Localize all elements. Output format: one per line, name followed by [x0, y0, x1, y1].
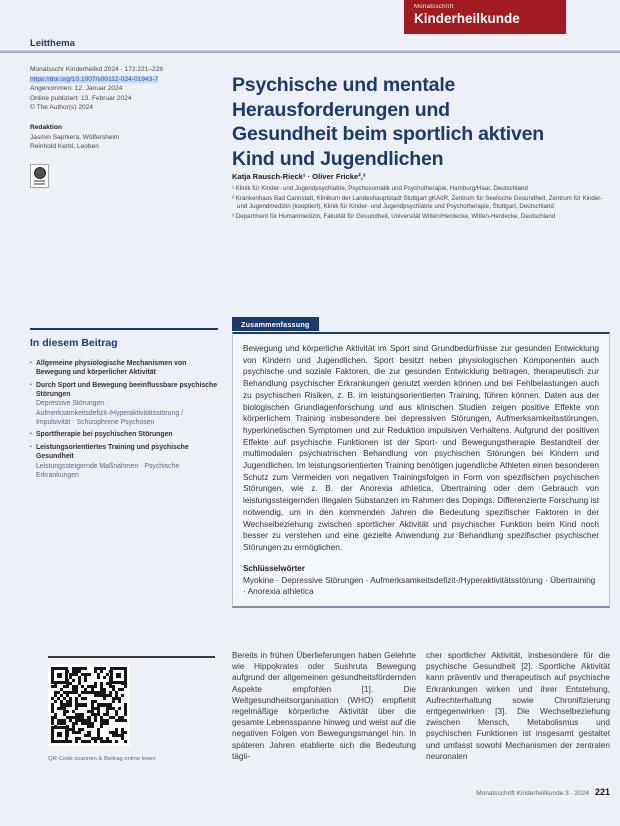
redaktion-heading: Redaktion	[30, 123, 62, 131]
abstract-section	[232, 314, 610, 608]
bullet-icon: ▪	[30, 360, 32, 366]
journal-banner-subtitle: Monatsschrift	[414, 4, 454, 10]
toc-item-sub: Leistungssteigernde Maßnahmen · Psychische Erkrankungen	[35, 462, 180, 479]
qr-code[interactable]	[48, 664, 130, 746]
redaktion-editor: Jasmin Saphiera, Wölfersheim	[30, 133, 120, 141]
toc-item[interactable]	[30, 359, 218, 377]
redaktion-editor: Reinhold Kerbl, Leoben	[30, 143, 99, 151]
toc-heading: In diesem Beitrag	[30, 337, 118, 349]
bullet-icon: ▪	[30, 444, 32, 451]
toc-item-label: Sporttherapie bei psychischen Störungen	[35, 431, 173, 439]
in-this-article-box	[30, 328, 218, 483]
redaktion-block	[30, 123, 218, 152]
toc-item[interactable]	[30, 430, 218, 439]
journal-banner	[404, 0, 566, 34]
toc-item[interactable]	[30, 443, 218, 480]
footer-page-number: 221	[594, 787, 610, 797]
affiliation: ¹ Klinik für Kinder- und Jugendpsychiatrie, Psychosomatik und Psychotherapie, Hamburg/Haar, Deutschland	[232, 185, 528, 192]
published-date: Online publiziert: 13. Februar 2024	[30, 94, 132, 102]
accepted-date: Angenommen: 12. Januar 2024	[30, 85, 123, 93]
abstract-text: Bewegung und körperliche Aktivität im Sport sind Grundbedürfnisse zur gesunden Entwicklung von Kindern und Jugendlichen. Sport besitzt neben physiologischen Komponenten auch psychische und soziale Faktoren, die zur gesunden Entwicklung beitragen, therapeutisch zur Behandlung psychischer Erkrankungen genutzt werden können und bei Fehlbelastungen auch zu psychischen Risiken, z. B. im leistungsorientierten Training, führen können. Daten aus der biologischen Grundlagenforschung und aus klinischen Studien zeigen positive Effekte von körperlichem Training insbesondere bei depressiven Störungen, Aufmerksamkeitsstörungen, hyperkinetischen Symptomen und zur Reduktion impulsiven Verhaltens. Aufgrund der positiven Effekte auf psychische Funktionen ist der Sport- und Bewegungstherapie Bestandteil der multimodalen psychiatrischen Behandlung von psychischen Störungen bei Kindern und Jugendlichen. Im leistungsorientierten Training benötigen jugendliche Athleten einen besonderen Schutz zum Vermeiden von negativen Trainingsfolgen in Form von spezifischen psychischen Störungen, wie z. B. der Anorexia athletica, Übertraining oder dem Gebrauch von leistungssteigernden illegalen Substanzen im Rahmen des Dopings. Differenzierte Forschung ist notwendig, um in den kommenden Jahren die Bedeutung spezifischer Faktoren in der Wechselbeziehung zwischen sportlicher Aktivität und psychischer Funktion beim Kind noch besser zu verstehen und eine gezielte Anwendung zur Behandlung spezifischer psychischer Störungen zu ermöglichen.	[243, 343, 599, 552]
crossmark-circle	[34, 167, 46, 179]
affiliation: ³ Department für Humanmedizin, Fakultät für Gesundheit, Universität Witten/Herdecke, Witten-Herdecke, Deutschland	[232, 213, 556, 221]
body-text-column-2: cher sportlicher Aktivität, insbesondere für die psychische Gesundheit [2]. Sportliche Aktivität kann präventiv und therapeutisch auf psychische Erkrankungen wirken und ihrer Entstehung, Aufrechterhaltung sowie Chronifizierung entgegenwirken [3]. Die Wechselbeziehung zwischen Mensch, Metabolismus und psychischen Funktionen ist insgesamt gestaltet und umfasst sowohl Mechanismen der zentralen neuronalen	[426, 650, 610, 761]
abstract-tab: Zusammenfassung	[232, 317, 319, 331]
toc-item-sub: Depressive Störungen · Aufmerksamkeitsdefizit-/Hyperaktivitätsstörung / Impulsivität · Schizophrene Psychosen	[35, 400, 184, 426]
journal-banner-title: Kinderheilkunde	[414, 11, 520, 26]
body-text-column-1: Bereits in frühen Überlieferungen haben Gelehrte wie Hippokrates oder Sushruta Bewegung aufgrund der allgemeinen gesundheitsfördernden Aspekte empfohlen [1]. Die Weltgesundheitsorganisation (WHO) empfiehlt regelmäßige körperliche Aktivität über die gesamte Lebensspanne hinweg und weist auf die negativen Folgen von Bewegungsmangel hin. In späteren Jahren etablierte sich die Bedeutung tägli-	[232, 650, 416, 761]
toc-item-label: Leistungsorientiertes Training und psychische Gesundheit	[35, 444, 189, 461]
qr-block	[48, 656, 215, 762]
toc-item-label: Durch Sport und Bewegung beeinflussbare psychische Störungen	[35, 381, 218, 399]
qr-finder-icon	[51, 726, 68, 743]
citation-block	[30, 65, 218, 188]
affiliation: ² Krankenhaus Bad Cannstatt, Klinikum der Landeshauptstadt Stuttgart gKAöR, Zentrum für Seelische Gesundheit, Zentrum für Kinder- und Jugendmedizin (kooptiert), Klinik für Kinder- und Jugendpsychiatrie und Psychotherapie, Stuttgart, Deutschland	[232, 194, 603, 211]
crossmark-lines	[33, 180, 46, 188]
toc-item[interactable]	[30, 381, 218, 427]
keywords-text: Myokine · Depressive Störungen · Aufmerksamkeitsdefizit-/Hyperaktivitätsstörung · Übertraining · Anorexia athletica	[243, 574, 596, 596]
abstract-box	[232, 332, 610, 608]
bullet-icon: ▪	[30, 381, 32, 388]
qr-caption: QR-Code scannen & Beitrag online lesen	[48, 756, 156, 762]
affiliations	[232, 185, 610, 223]
section-label: Leitthema	[30, 38, 75, 49]
article-title: Psychische und mentale Herausforderungen und Gesundheit beim sportlich aktiven Kind und Jugendlichen	[232, 74, 544, 170]
doi-link[interactable]: https://doi.org/10.1007/s00112-024-01943-7	[30, 75, 159, 83]
footer-journal: Monatsschrift Kinderheilkunde 3 · 2024	[476, 790, 589, 797]
copyright-line: © The Author(s) 2024	[30, 104, 94, 112]
toc-item-label: Allgemeine physiologische Mechanismen von Bewegung und körperlicher Aktivität	[35, 360, 187, 377]
bullet-icon: ▪	[30, 431, 32, 438]
crossmark-icon[interactable]	[30, 164, 49, 188]
keywords-label: Schlüsselwörter	[243, 563, 305, 573]
header-rule	[0, 50, 620, 53]
keywords-block	[243, 564, 599, 597]
page-footer	[476, 782, 610, 800]
author-line: Katja Rausch-Rieck¹ · Oliver Fricke²,³	[232, 172, 366, 181]
qr-finder-icon	[110, 667, 127, 684]
citation-line: Monatsschr Kinderheilkd 2024 · 172:221–228	[30, 66, 164, 73]
qr-finder-icon	[51, 667, 68, 684]
